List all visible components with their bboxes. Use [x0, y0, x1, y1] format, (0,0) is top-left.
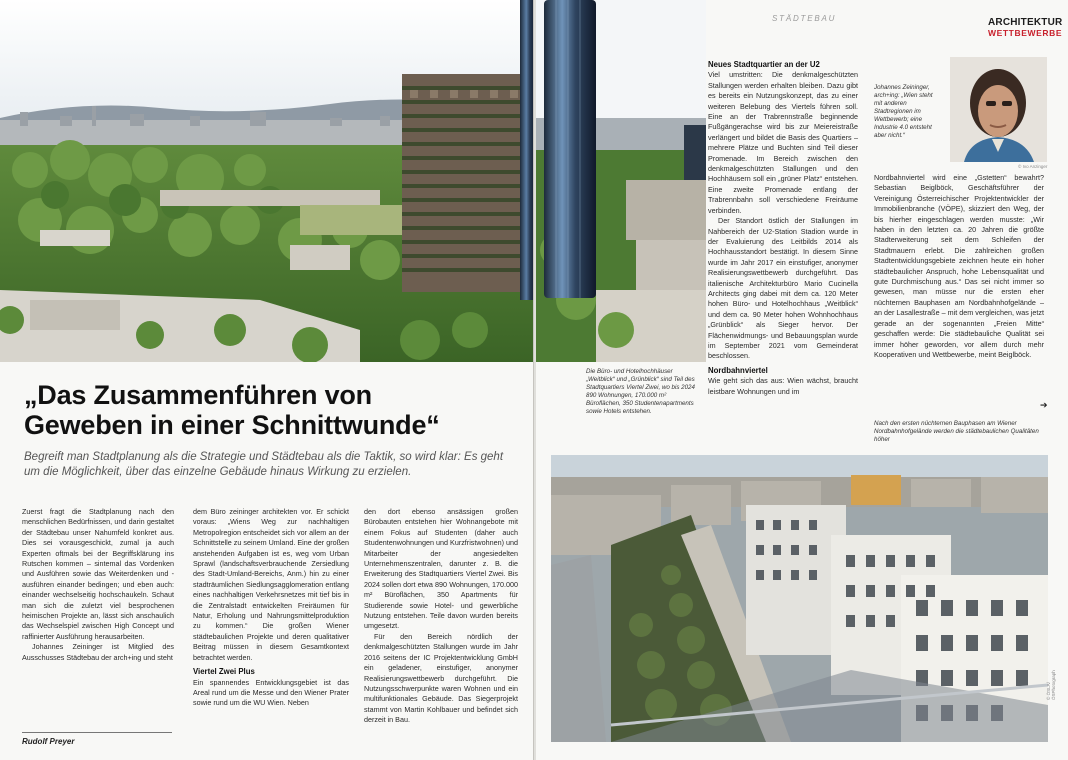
- section-header: STÄDTEBAU: [772, 14, 837, 23]
- text-column-1: [22, 507, 174, 663]
- photo-caption-towers: Die Büro- und Hotelhochhäuser „Weitblick“ und „Grünblick“ sind Teil des Stadtquartiers Viertel Zwei, wo bis 2024 890 Wohnungen, 170.000 m² Büroflächen, 350 Studentenapartments sowie Hotels entstehen.: [586, 368, 695, 415]
- portrait-illustration: [950, 57, 1047, 162]
- paragraph: Für den Bereich nördlich der denkmalgeschützten Stallungen wurde im Jahr 2016 seitens der IC Projektentwicklung GmbH ein geladener, einstufiger, anonymer Realisierungswettbewerb durchgeführt. Die Nutzungsschwerpunkte waren Wohnen und ein multifunktionales Gebäude. Das Siegerprojekt stammt von Martin Kohlbauer und befindet sich derzeit in Bau.: [364, 631, 518, 725]
- paragraph: den dort ebenso ansässigen großen Bürobauten entstehen hier Wohnangebote mit einem Fokus auf Studenten (daher auch Studentenwohnungen und Kurzfristwohnen) und Mitarbeiter der angesiedelten Unternehmenszentralen, darunter z. B. die Erweiterung des Stadtquartiers Viertel Zwei. Bis 2024 sollen dort etwa 890 Wohnungen, 170.000 m² Büroflächen, 350 Apartments für Studierende sowie Hotel- und gewerbliche Nutzung entstehen. Teile davon wurden bereits umgesetzt.: [364, 507, 518, 631]
- text-column-right-1: [708, 60, 858, 397]
- continue-arrow-icon: ➔: [1040, 400, 1048, 410]
- text-column-right-2: [874, 173, 1044, 360]
- paragraph: Viel umstritten: Die denkmalgeschützten Stallungen werden erhalten bleiben. Dazu gibt es bereits ein Nutzungskonzept, das zu einer weiteren Belebung des Viertels führen soll. Eine an der Trabrennstraße beginnende Fußgängerachse wird bis zur Meiereistraße verlängert und bildet die Basis des Quartiers – mehrere Plätze und Buchten sind Teil dieser Promenade. Im Bereich zwischen den denkmalgeschützten Stallungen und den Hochhäusern soll ein „grüner Platz“ entstehen. Eine zweite Promenade entlang der Trabrennbahn soll verschiedene Freiräume verbinden.: [708, 70, 858, 215]
- paragraph: Wie geht sich das aus: Wien wächst, braucht leistbare Wohnungen und im: [708, 376, 858, 396]
- text-column-2: [193, 507, 349, 709]
- subheading-viertel-zwei-plus: Viertel Zwei Plus: [193, 667, 255, 677]
- right-page: [536, 0, 1068, 760]
- nordbahn-illustration: [551, 455, 1048, 742]
- photo-caption-nordbahn: Nach den ersten nüchternen Bauphasen am Wiener Nordbahnhofgelände werden die städtebaulichen Qualitäten höher: [874, 420, 1039, 443]
- paragraph: Nordbahnviertel wird eine „Gstetten“ bewahrt? Sebastian Beiglböck, Geschäftsführer der Vereinigung Österreichischer Projektentwickler der Immobilienbranche (VÖPE), skizziert den Weg, der bis hierher eingeschlagen werden musste: „Wir haben in den letzten ca. 20 Jahren die größte Stadterweiterung seit dem Schleifen der Stadtmauern erlebt. Die zahlreichen großen Stadtentwicklungsgebiete zeichnen heute ein hoher städtebaulicher Anspruch, hohe Lebensqualität und gute Durchmischung aus.“ Das sei nicht immer so gewesen, man müsse nur die ersten eher nüchternen Bauphasen am Nordbahnhofgelände – an der Lasallestraße – mit dem vergleichen, was jetzt gerade an der sogenannten „Freien Mitte“ geschaffen werde: Die städtebauliche Qualität sei immer höher geworden, vor allem durch mehr Kooperativen und Wettbewerbe, meint Beiglböck.: [874, 173, 1044, 359]
- nordbahn-quarter-photo: [551, 455, 1048, 742]
- paragraph: Zuerst fragt die Stadtplanung nach den menschlichen Bedürfnissen, und darin gestaltet der Städtebau unser Nahumfeld konkret aus. Dies sei vorausgeschickt, zumal ja auch Experten oftmals bei der Begriffsklärung ins Rutschen kommen – sintemal das Vordenken und Ausführen sowie das Weiterdenken und -ausführen einander bedingen; und eben auch: einander wechselseitig hochschaukeln. Schaut man sich die zuletzt viel besprochenen heimischen Projekte an, lässt sich anschaulich das Wechselspiel zwischen High Concept und raffinierter Ausführung herausarbeiten.: [22, 507, 174, 641]
- photo-credit-nordbahn: © ÖSLA/ÖSPhotograph: [1046, 670, 1056, 700]
- portrait-quote: Johannes Zeininger, arch+ing: „Wien steht mit anderen Stadtregionen im Wettbewerb; eine Industrie 4.0 entsteht aber nicht.“: [874, 84, 933, 139]
- headline-line-1: „Das Zusammenführen von: [24, 380, 372, 410]
- portrait-photo: [950, 57, 1047, 162]
- aerial-city-illustration-right: [536, 0, 706, 362]
- article-headline: [24, 380, 514, 440]
- photo-credit-portrait: © Ivo Anzinger: [1018, 164, 1048, 169]
- subheading-nordbahnviertel: Nordbahnviertel: [708, 365, 768, 375]
- text-column-3: [364, 507, 518, 726]
- aerial-city-illustration: [0, 0, 534, 362]
- author-rule: [22, 732, 172, 733]
- magazine-logo: ARCHITEKTUR WETTBEWERBE: [988, 17, 1063, 38]
- paragraph: Johannes Zeininger ist Mitglied des Ausschusses Städtebau der arch+ing und steht: [22, 642, 174, 662]
- paragraph: Der Standort östlich der Stallungen im Nahbereich der U2-Station Stadion wurde in der Evaluierung des Leitbilds 2014 als Hochhausstandort bestätigt. In diesem Sinne wurde im Jahr 2017 ein einstufiger, anonymer Realisierungswettbewerb durchgeführt. Das italienische Architekturbüro Mario Cucinella Architects ging dabei mit dem ca. 120 Meter hohen Büro- und Hotelhochhaus „Weitblick“ und dem ca. 90 Meter hohen Wohnhochhaus „Grünblick“ als Sieger hervor. Der Flächenwidmungs- und Bebauungsplan wurde im September 2021 vom Gemeinderat beschlossen.: [708, 216, 858, 361]
- headline-line-2: Geweben in einer Schnittwunde“: [24, 410, 440, 440]
- author-name: Rudolf Preyer: [22, 737, 75, 746]
- subheading-neues-stadtquartier: Neues Stadtquartier an der U2: [708, 60, 820, 69]
- paragraph: Ein spannendes Entwicklungsgebiet ist das Areal rund um die Messe und den Wiener Prater sowie rund um die WU Wien. Neben: [193, 677, 349, 708]
- aerial-city-photo: [0, 0, 534, 362]
- article-lead: Begreift man Stadtplanung als die Strategie und Städtebau als die Taktik, so wird klar: Es geht um die Möglichkeit, über das einzelne Gebäude hinaus Wirkung zu erzielen.: [24, 451, 504, 478]
- paragraph: dem Büro zeininger architekten vor. Er schickt voraus: „Wiens Weg zur nachhaltigen Metropolregion entscheidet sich vor allem an der Schnittstelle zu seinem Umland. Eine der großen anstehenden Aufgaben ist es, weg vom Urban Sprawl (landschaftsverbrauchende Zersiedlung des Stadt-Umland-Bereichs, Anm.) hin zu einer stadträumlichen Siedlungsagglomeration entlang eines nachhaltigen Verkehrsnetzes mit tief bis in die Zentralstadt entwickelten Freiräumen für Natur, Erholung und Nahrungsmittelproduktion zu kommen.“ Die großen Wiener städtebaulichen Projekte und deren qualitativer Beitrag müssen in diesem Gesamtkontext betrachtet werden.: [193, 507, 349, 662]
- aerial-city-photo-continued: [536, 0, 706, 362]
